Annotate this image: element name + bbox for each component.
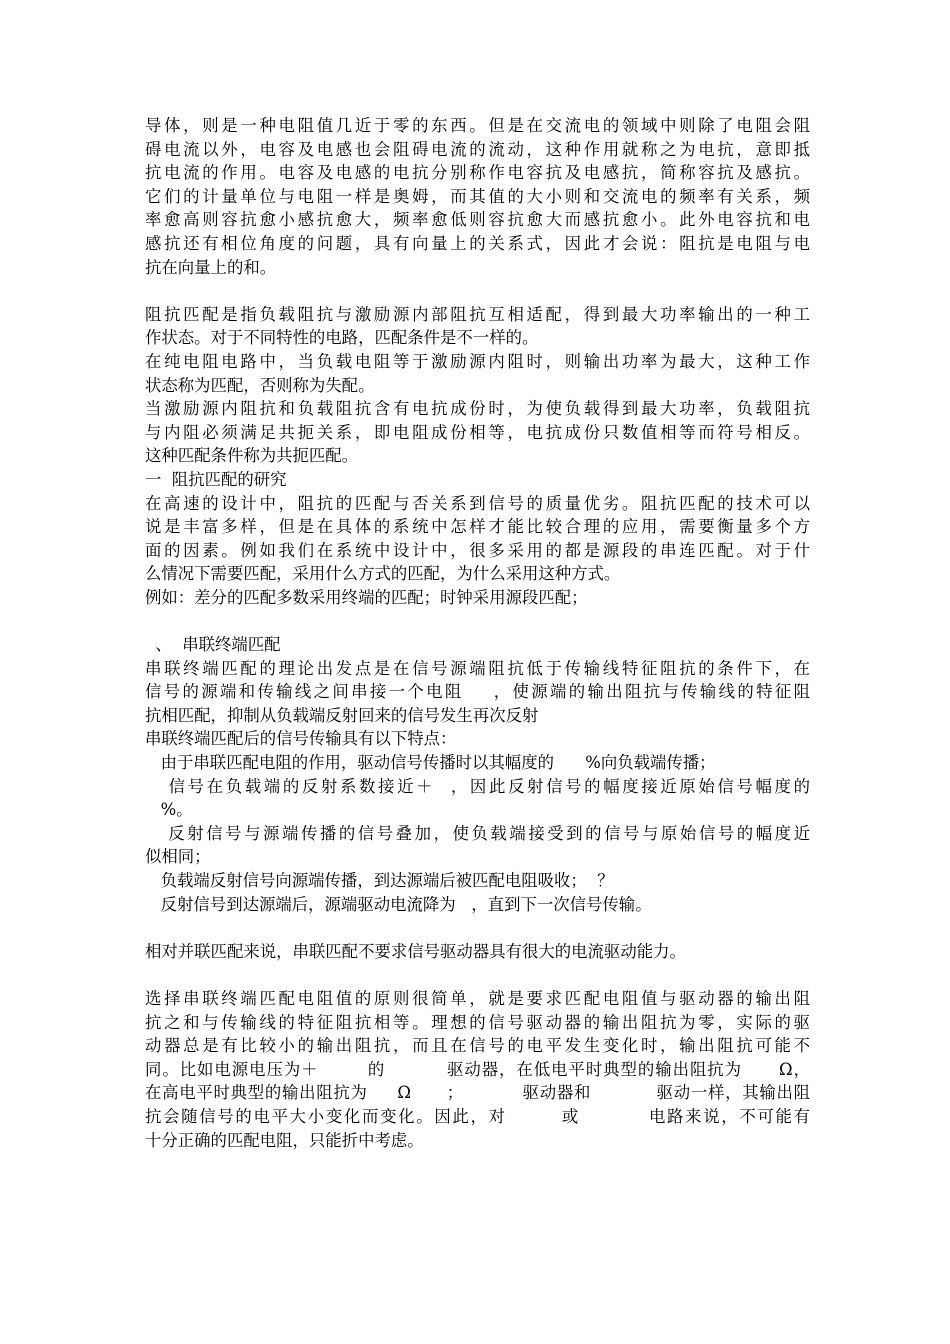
text-line: 一 阻抗匹配的研究	[145, 469, 287, 489]
paragraph-gap	[145, 963, 810, 987]
text-line: 当激励源内阻抗和负载阻抗含有电抗成份时，为使负载得到最大功率，负载阻抗	[145, 399, 810, 419]
text-line: 阻抗匹配是指负载阻抗与激励源内部阻抗互相适配，得到最大功率输出的一种工	[145, 304, 810, 324]
text-line: 十分正确的匹配电阻，只能折中考虑。	[145, 1130, 424, 1150]
text-line: 它们的计量单位与电阻一样是奥姆，而其值的大小则和交流电的频率有关系，频	[145, 186, 810, 206]
text-line: 面的因素。例如我们在系统中设计中，很多采用的都是源段的串连匹配。对于什	[145, 540, 810, 560]
text-line: 感抗还有相位角度的问题，具有向量上的关系式，因此才会说：阻抗是电阻与电	[145, 233, 810, 253]
text-line: 么情况下需要匹配，采用什么方式的匹配，为什么采用这种方式。	[145, 564, 621, 584]
text-line: 在高电平时典型的输出阻抗为 Ω ； 驱动器和 驱动一样，其输出阻	[145, 1083, 810, 1103]
text-line: 反射信号到达源端后，源端驱动电流降为 ，直到下一次信号传输。	[145, 894, 652, 914]
text-line: 在高速的设计中，阻抗的匹配与否关系到信号的质量优劣。阻抗匹配的技术可以	[145, 493, 810, 513]
text-line: 似相同；	[145, 847, 211, 867]
text-line: 率愈高则容抗愈小感抗愈大，频率愈低则容抗愈大而感抗愈小。此外电容抗和电	[145, 210, 810, 230]
paragraph-gap	[145, 609, 810, 633]
text-line: 信号的源端和传输线之间串接一个电阻 ，使源端的输出阻抗与传输线的特征阻	[145, 682, 810, 702]
text-line: 串联终端匹配的理论出发点是在信号源端阻抗低于传输线特征阻抗的条件下，在	[145, 658, 810, 678]
text-line: 在纯电阻电路中，当负载电阻等于激励源内阻时，则输出功率为最大，这种工作	[145, 351, 810, 371]
paragraph-gap	[145, 916, 810, 940]
text-line: 同。比如电源电压为＋ 的 驱动器，在低电平时典型的输出阻抗为 Ω，	[145, 1059, 810, 1079]
text-line: 动器总是有比较小的输出阻抗，而且在信号的电平发生变化时，输出阻抗可能不	[145, 1036, 810, 1056]
text-line: 例如：差分的匹配多数采用终端的匹配；时钟采用源段匹配；	[145, 587, 588, 607]
text-line: 反射信号与源端传播的信号叠加，使负载端接受到的信号与原始信号的幅度近	[145, 823, 810, 843]
text-line: 串联终端匹配后的信号传输具有以下特点：	[145, 729, 457, 749]
text-line: 碍电流以外，电容及电感也会阻碍电流的流动，这种作用就称之为电抗，意即抵	[145, 139, 810, 159]
text-line: 抗电流的作用。电容及电感的电抗分别称作电容抗及电感抗，简称容抗及感抗。	[145, 163, 810, 183]
text-line: %。	[145, 800, 193, 820]
text-line: 抗在向量上的和。	[145, 257, 277, 277]
text-line: 、 串联终端匹配	[145, 635, 281, 655]
text-line: 由于串联匹配电阻的作用，驱动信号传播时以其幅度的 %向负载端传播；	[145, 753, 716, 773]
document-body	[145, 114, 810, 1152]
text-line: 选择串联终端匹配电阻值的原则很简单，就是要求匹配电阻值与驱动器的输出阻	[145, 988, 810, 1008]
text-line: 与内阻必须满足共扼关系，即电阻成份相等，电抗成份只数值相等而符号相反。	[145, 422, 810, 442]
text-line: 负载端反射信号向源端传播，到达源端后被匹配电阻吸收； ？	[145, 871, 614, 890]
text-line: 说是丰富多样，但是在具体的系统中怎样才能比较合理的应用，需要衡量多个方	[145, 517, 810, 537]
text-line: 抗之和与传输线的特征阻抗相等。理想的信号驱动器的输出阻抗为零，实际的驱	[145, 1012, 810, 1032]
text-line: 导体，则是一种电阻值几近于零的东西。但是在交流电的领域中则除了电阻会阻	[145, 116, 810, 135]
text-line: 相对并联匹配来说，串联匹配不要求信号驱动器具有很大的电流驱动能力。	[145, 941, 686, 961]
text-line: 信号在负载端的反射系数接近＋ ，因此反射信号的幅度接近原始信号幅度的	[145, 776, 810, 796]
text-line: 状态称为匹配，否则称为失配。	[145, 375, 375, 395]
text-line: 抗相匹配，抑制从负载端反射回来的信号发生再次反射	[145, 705, 539, 725]
text-line: 作状态。对于不同特性的电路，匹配条件是不一样的。	[145, 328, 539, 348]
text-line: 抗会随信号的电平大小变化而变化。因此，对 或 电路来说，不可能有	[145, 1106, 810, 1126]
text-line: 这种匹配条件称为共扼匹配。	[145, 446, 359, 466]
paragraph-gap	[145, 279, 810, 303]
